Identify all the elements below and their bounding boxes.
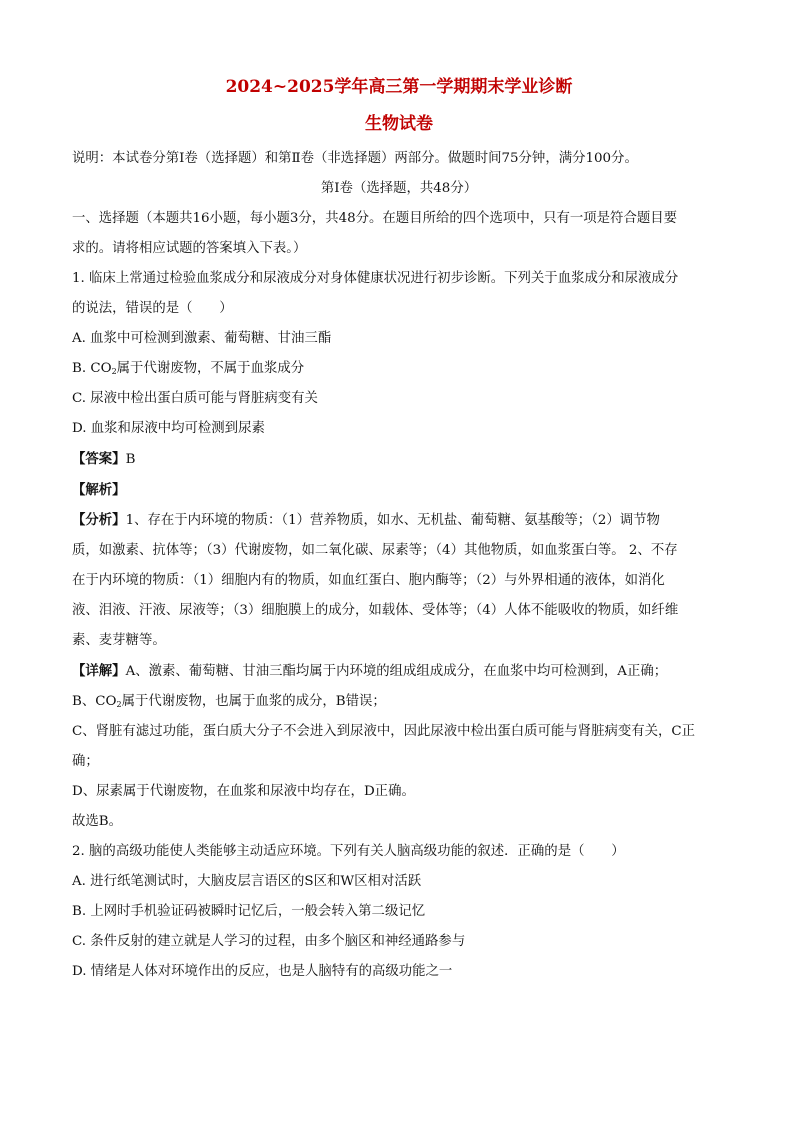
exam-page xyxy=(72,62,726,987)
answer-value: B xyxy=(125,452,136,467)
xiangjie-line: 确； xyxy=(72,754,99,769)
section-heading: 第Ⅰ卷（选择题，共48分） xyxy=(320,181,478,196)
answer-line xyxy=(72,444,726,475)
exam-instructions-note: 说明：本试卷分第Ⅰ卷（选择题）和第Ⅱ卷（非选择题）两部分。做题时间75分钟，满分100分。 xyxy=(72,151,638,166)
question-stem: 1. 临床上常通过检验血浆成分和尿液成分对身体健康状况进行初步诊断。下列关于血浆成分和尿液成分 xyxy=(72,271,679,286)
question-stem: 的说法，错误的是（ ） xyxy=(72,301,233,316)
xiangjie-line: 【详解】A、激素、葡萄糖、甘油三酯均属于内环境的组成组成成分，在血浆中均可检测到，A正确； xyxy=(72,663,668,679)
analysis-tag: 【解析】 xyxy=(72,482,126,498)
instruction-line: 求的。请将相应试题的答案填入下表。） xyxy=(72,241,307,256)
fenxi-line: 【分析】1、存在于内环境的物质：（1）营养物质，如水、无机盐、葡萄糖、氨基酸等；（2）调节物 xyxy=(72,512,660,528)
xiangjie-line: D、尿素属于代谢废物，在血浆和尿液中均存在，D正确。 xyxy=(72,784,415,799)
option-c: C. 尿液中检出蛋白质可能与肾脏病变有关 xyxy=(72,391,318,406)
answer-tag: 【答案】 xyxy=(72,451,126,467)
conclusion: 故选B。 xyxy=(72,814,123,829)
fenxi-line: 质，如激素、抗体等；（3）代谢废物，如二氧化碳、尿素等；（4）其他物质，如血浆蛋白等。 2、不存 xyxy=(72,543,678,558)
fenxi-line: 素、麦芽糖等。 xyxy=(72,633,166,648)
option-a: A. 进行纸笔测试时，大脑皮层言语区的S区和W区相对活跃 xyxy=(72,874,422,889)
question-2 xyxy=(72,837,726,987)
option-b: B. 上网时手机验证码被瞬时记忆后，一般会转入第二级记忆 xyxy=(72,904,426,919)
question-1 xyxy=(72,264,726,837)
option-d: D. 情绪是人体对环境作出的反应，也是人脑特有的高级功能之一 xyxy=(72,964,453,979)
xiangjie-line: C、肾脏有滤过功能，蛋白质大分子不会进入到尿液中，因此尿液中检出蛋白质可能与肾脏病变有关，C正 xyxy=(72,724,696,739)
option-a: A. 血浆中可检测到激素、葡萄糖、甘油三酯 xyxy=(72,331,332,346)
instruction-line: 一、选择题（本题共16小题，每小题3分，共48分。在题目所给的四个选项中，只有一项是符合题目要 xyxy=(72,211,678,226)
subject-title: 生物试卷 xyxy=(365,114,433,134)
question-stem: 2. 脑的高级功能使人类能够主动适应环境。下列有关人脑高级功能的叙述．正确的是（ ） xyxy=(72,844,625,859)
exam-title: 2024~2025学年高三第一学期期末学业诊断 xyxy=(225,77,573,97)
option-d: D. 血浆和尿液中均可检测到尿素 xyxy=(72,421,265,436)
fenxi-line: 在于内环境的物质：（1）细胞内有的物质，如血红蛋白、胞内酶等；（2）与外界相通的液体，如消化 xyxy=(72,573,665,588)
fenxi-tag: 【分析】 xyxy=(72,512,126,528)
option-c: C. 条件反射的建立就是人学习的过程，由多个脑区和神经通路参与 xyxy=(72,934,466,949)
xiangjie-tag: 【详解】 xyxy=(72,663,126,679)
fenxi-line: 液、泪液、汗液、尿液等；（3）细胞膜上的成分，如载体、受体等；（4）人体不能吸收的物质，如纤维 xyxy=(72,603,679,618)
xiangjie-line: B、$CO_2$属于代谢废物，也属于血浆的成分，B错误； xyxy=(72,694,386,709)
option-b: B. $CO_2$属于代谢废物，不属于血浆成分 xyxy=(72,361,305,376)
